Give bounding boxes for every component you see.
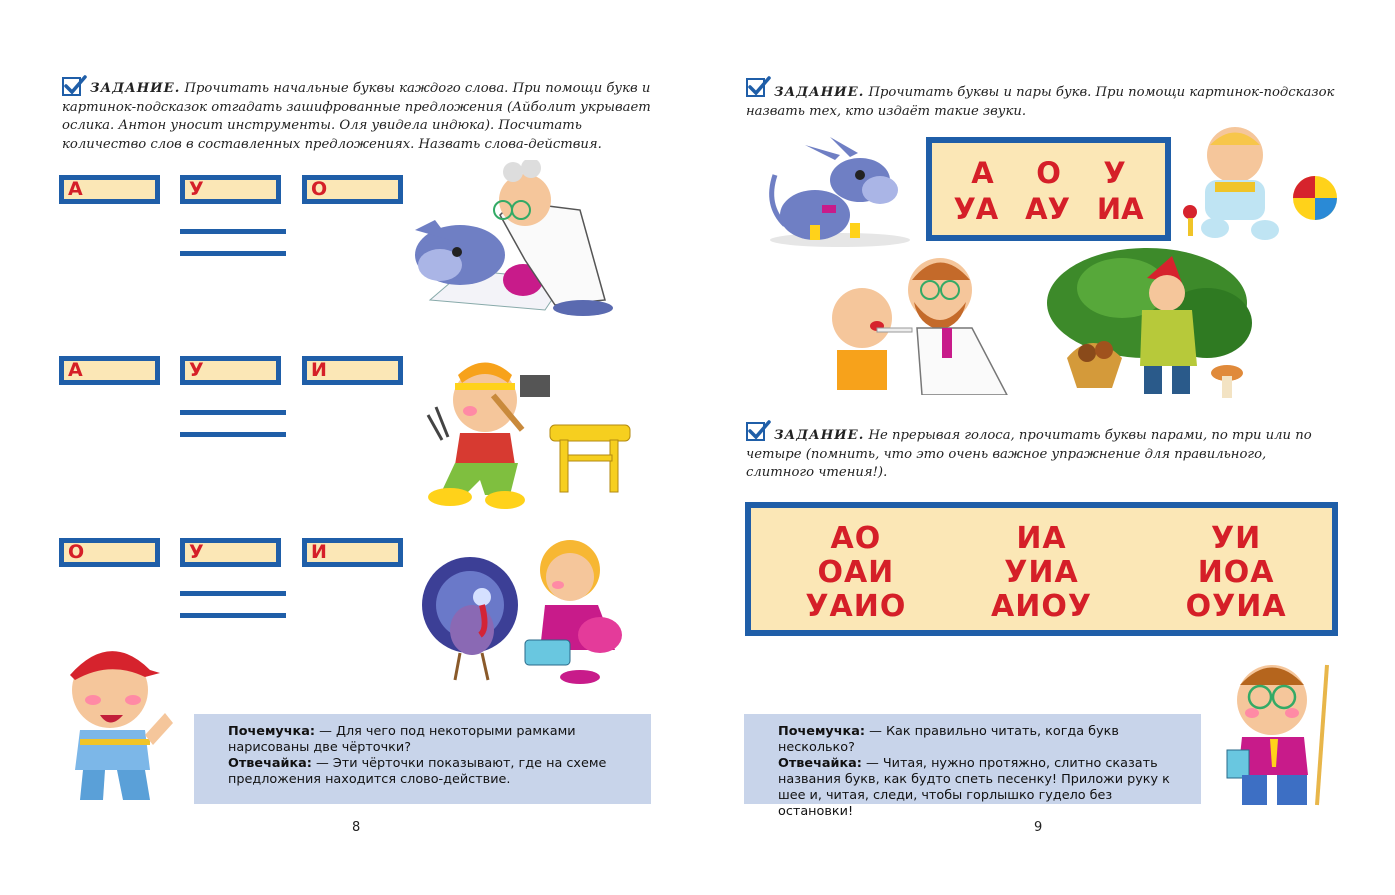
page-number-right: 9 bbox=[1034, 820, 1043, 835]
right-dialog-box bbox=[744, 714, 1201, 819]
letter-group: УАИО bbox=[805, 589, 907, 624]
letter-group: АО bbox=[830, 521, 882, 556]
verb-marker-line bbox=[180, 613, 286, 618]
answer-line bbox=[778, 756, 1189, 820]
letter-group: УИА bbox=[1004, 555, 1079, 590]
doctor-donkey-illustration bbox=[405, 160, 635, 325]
sound-letter: У bbox=[1103, 156, 1126, 190]
verb-marker-line bbox=[180, 591, 286, 596]
task-label: ЗАДАНИЕ. bbox=[90, 81, 181, 96]
letter-box: А bbox=[59, 356, 160, 385]
left-dialog-box bbox=[194, 714, 651, 804]
donkey-illustration bbox=[760, 135, 920, 250]
letter-group: АИОУ bbox=[991, 589, 1092, 624]
sound-pair: УА bbox=[953, 192, 999, 226]
task-label: ЗАДАНИЕ. bbox=[774, 428, 865, 443]
turkey-girl-illustration bbox=[420, 535, 635, 690]
baby-ball-illustration bbox=[1180, 120, 1340, 250]
answer-speaker: Отвечайка: bbox=[778, 756, 862, 771]
letter-groups-panel bbox=[745, 502, 1338, 636]
letter-box: И bbox=[302, 538, 403, 567]
letter-group: УИ bbox=[1210, 521, 1262, 556]
letter-box: И bbox=[302, 356, 403, 385]
verb-marker-line bbox=[180, 251, 286, 256]
letter-group: ИА bbox=[1016, 521, 1067, 556]
sounds-panel bbox=[926, 137, 1171, 241]
verb-marker-line bbox=[180, 229, 286, 234]
letter-box: О bbox=[302, 175, 403, 204]
left-task-text bbox=[62, 80, 654, 154]
right-task2-text bbox=[746, 427, 1332, 483]
answer-speaker: Отвечайка: bbox=[228, 756, 312, 771]
doctor-boy-illustration bbox=[822, 250, 1012, 395]
sound-pair: ИА bbox=[1096, 192, 1144, 226]
question-text: — Как правильно читать, когда букв несколько? bbox=[778, 724, 1119, 755]
letter-box: У bbox=[180, 175, 281, 204]
task-label: ЗАДАНИЕ. bbox=[774, 85, 865, 100]
task-body: Не прерывая голоса, прочитать буквы парами, по три или по четыре (помнить, что это очень важное упражнение для правильного, слитного чтения!). bbox=[746, 428, 1312, 480]
verb-marker-line bbox=[180, 432, 286, 437]
question-line bbox=[778, 724, 1189, 756]
letter-group: ОУИА bbox=[1185, 589, 1287, 624]
verb-marker-line bbox=[180, 410, 286, 415]
answer-text: — Эти чёрточки показывают, где на схеме предложения находится слово-действие. bbox=[228, 756, 607, 787]
sound-pair: АУ bbox=[1025, 192, 1070, 226]
gnome-tree-illustration bbox=[1042, 248, 1257, 408]
question-line bbox=[228, 724, 639, 756]
sound-letter: А bbox=[971, 156, 994, 190]
letter-group: ОАИ bbox=[817, 555, 895, 590]
sound-letter: О bbox=[1036, 156, 1061, 190]
letter-group: ИОА bbox=[1197, 555, 1275, 590]
boy-cap-illustration bbox=[55, 635, 180, 805]
right-task1-text bbox=[746, 84, 1336, 121]
question-speaker: Почемучка: bbox=[778, 724, 865, 739]
letter-box: У bbox=[180, 356, 281, 385]
letter-box: О bbox=[59, 538, 160, 567]
letter-box: А bbox=[59, 175, 160, 204]
task-body: Прочитать буквы и пары букв. При помощи картинок-подсказок назвать тех, кто издаёт такие звуки. bbox=[746, 85, 1335, 119]
boy-pointer-illustration bbox=[1212, 655, 1347, 815]
question-text: — Для чего под некоторыми рамками нарисованы две чёрточки? bbox=[228, 724, 576, 755]
answer-line bbox=[228, 756, 639, 788]
answer-text: — Читая, нужно протяжно, слитно сказать названия букв, как будто спеть песенку! Приложи руку к шее и, читая, следи, чтобы горлышко гудело без остановки! bbox=[778, 756, 1170, 819]
boy-tools-illustration bbox=[410, 345, 640, 515]
task-body: Прочитать начальные буквы каждого слова. При помощи букв и картинок-подсказок отгадать зашифрованные предложения (Айболит укрывает ослика. Антон уносит инструменты. Оля увидела индюка). Посчитать количество слов в составленных предложениях. Назвать слова-действия. bbox=[62, 81, 651, 152]
page-number-left: 8 bbox=[352, 820, 361, 835]
question-speaker: Почемучка: bbox=[228, 724, 315, 739]
letter-box: У bbox=[180, 538, 281, 567]
